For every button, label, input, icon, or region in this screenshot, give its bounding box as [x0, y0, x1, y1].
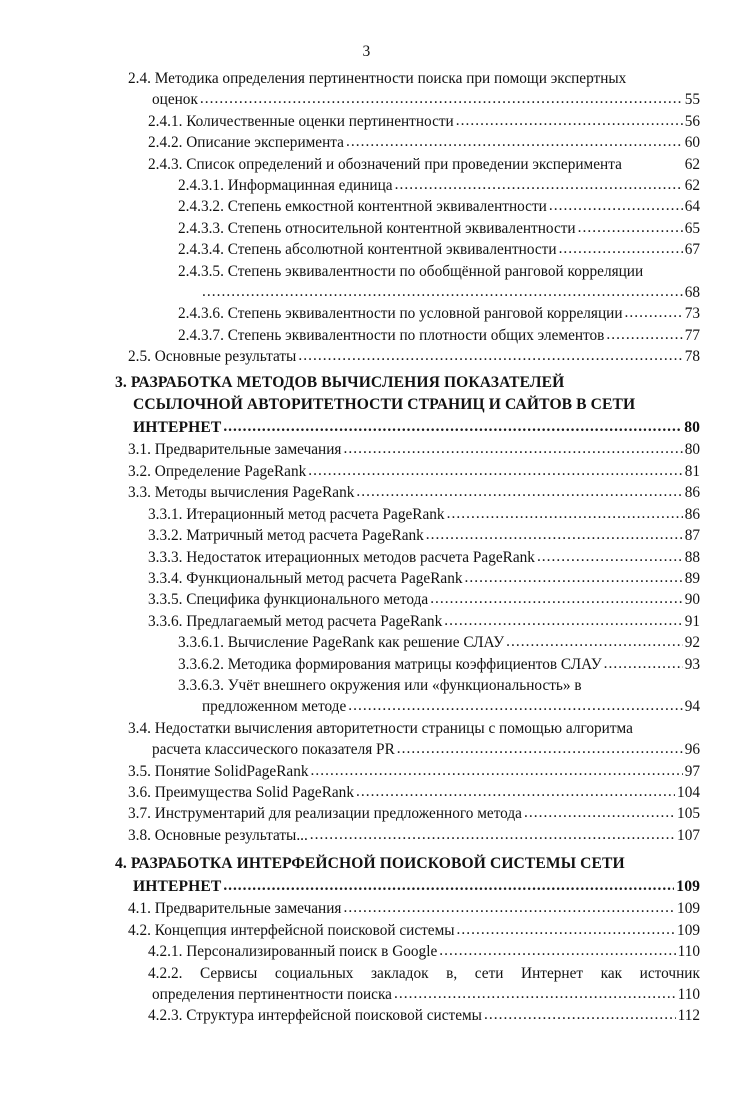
toc-entry-page: 112 [677, 1007, 700, 1025]
toc-entry-label: 2.4.3.5. Степень эквивалентности по обобщённой ранговой корреляции [178, 262, 644, 280]
toc-entry-label: 3.3.6.2. Методика формирования матрицы коэффициентов СЛАУ [178, 655, 602, 673]
toc-entry-3-3-6-3[interactable] [0, 675, 733, 696]
toc-entry-label: 3.3.6.3. Учёт внешнего окружения или «функциональность» в [178, 676, 582, 694]
dot-leader [484, 1004, 676, 1025]
toc-entry-4-2-1[interactable] [0, 941, 733, 962]
toc-entry-4-2-2-continuation[interactable] [0, 984, 733, 1005]
toc-entry-label: 3.3. Методы вычисления PageRank [128, 484, 355, 502]
dot-leader [578, 217, 683, 238]
toc-entry-word: сети [474, 964, 504, 982]
dot-leader [346, 131, 683, 152]
toc-entry-word: источник [639, 964, 700, 982]
toc-entry-3-8[interactable] [0, 825, 733, 846]
dot-leader [343, 438, 682, 459]
toc-chapter-label: 3. РАЗРАБОТКА МЕТОДОВ ВЫЧИСЛЕНИЯ ПОКАЗАТЕЛЕЙ [115, 373, 565, 391]
toc-chapter-3-line3[interactable] [0, 417, 733, 440]
dot-leader [356, 781, 675, 802]
toc-entry-2-4-3-2[interactable] [0, 196, 733, 217]
toc-entry-3-1[interactable] [0, 439, 733, 460]
toc-entry-label: 3.5. Понятие SolidPageRank [128, 762, 309, 780]
toc-entry-3-2[interactable] [0, 461, 733, 482]
toc-chapter-label: 4. РАЗРАБОТКА ИНТЕРФЕЙСНОЙ ПОИСКОВОЙ СИСТЕМЫ СЕТИ [115, 855, 625, 873]
toc-entry-page: 68 [684, 284, 700, 302]
toc-entry-label: 2.4.2. Описание эксперимента [148, 134, 344, 152]
toc-entry-label: 3.4. Недостатки вычисления авторитетности страницы с помощью алгоритма [128, 719, 633, 737]
toc-chapter-page: 109 [676, 877, 700, 895]
toc-entry-3-3-3[interactable] [0, 547, 733, 568]
toc-entry-label-cont: определения пертинентности поиска [152, 986, 392, 1003]
toc-entry-label: 3.7. Инструментарий для реализации предложенного метода [128, 805, 522, 823]
toc-entry-label: 3.3.5. Специфика функционального метода [148, 591, 429, 609]
toc-entry-page: 60 [684, 134, 700, 152]
toc-entry-page: 81 [684, 462, 700, 480]
toc-chapter-label-cont2: ИНТЕРНЕТ [133, 418, 222, 436]
toc-entry-3-3-1[interactable] [0, 504, 733, 525]
toc-entry-page: 91 [684, 612, 700, 630]
toc-entry-word: в, [446, 964, 458, 982]
dot-leader [439, 940, 675, 961]
toc-entry-label: 3.3.3. Недостаток итерационных методов расчета PageRank [148, 548, 535, 566]
dot-leader [395, 174, 683, 195]
dot-leader [430, 588, 683, 609]
dot-leader [223, 875, 674, 898]
toc-entry-label: 3.3.4. Функциональный метод расчета PageRank [148, 569, 463, 587]
dot-leader [625, 302, 683, 323]
dot-leader [394, 983, 676, 1004]
toc-entry-page: 97 [684, 762, 700, 780]
toc-entry-label: 2.4.3.4. Степень абсолютной контентной эквивалентности [178, 241, 557, 259]
toc-entry-2-4-1[interactable] [0, 111, 733, 132]
dot-leader [200, 88, 683, 109]
toc-entry-2-4-3-5[interactable] [0, 261, 733, 282]
toc-entry-label: 3.3.6.1. Вычисление PageRank как решение СЛАУ [178, 634, 505, 652]
toc-entry-label: 4.2.1. Персонализированный поиск в Google [148, 943, 438, 961]
toc-entry-page: 78 [684, 348, 700, 366]
toc-entry-page: 86 [684, 505, 700, 523]
toc-entry-page: 92 [684, 634, 700, 652]
toc-chapter-label-cont: ССЫЛОЧНОЙ АВТОРИТЕТНОСТИ СТРАНИЦ И САЙТОВ В СЕТИ [133, 396, 636, 414]
toc-entry-3-3[interactable] [0, 482, 733, 503]
toc-entry-word: 4.2.2. [148, 964, 183, 982]
dot-leader [397, 738, 683, 759]
toc-entry-page: 94 [684, 698, 700, 716]
toc-entry-label: 3.1. Предварительные замечания [128, 441, 342, 459]
dot-leader [343, 897, 675, 918]
dot-leader [202, 281, 683, 302]
toc-entry-3-3-4[interactable] [0, 568, 733, 589]
toc-entry-2-4[interactable] [0, 68, 733, 89]
toc-entry-word: социальных [274, 964, 354, 982]
dot-leader [223, 416, 682, 439]
toc-entry-2-4-3-7[interactable] [0, 325, 733, 346]
toc-entry-2-4-3-5-continuation[interactable] [0, 282, 733, 303]
toc-entry-label: 4.2. Концепция интерфейсной поисковой системы [128, 921, 455, 939]
toc-entry-label: 2.4.3.1. Информацинная единица [178, 177, 393, 195]
dot-leader [298, 345, 682, 366]
toc-entry-page: 90 [684, 591, 700, 609]
toc-entry-page: 80 [684, 441, 700, 459]
toc-entry-page: 56 [684, 112, 700, 130]
toc-entry-2-4-3[interactable] [0, 154, 733, 175]
toc-entry-page: 110 [677, 943, 700, 961]
toc-entry-3-3-2[interactable] [0, 525, 733, 546]
toc-chapter-3-line1[interactable] [0, 372, 733, 395]
dot-leader [559, 238, 683, 259]
toc-entry-3-3-5[interactable] [0, 589, 733, 610]
toc-entry-2-4-3-1[interactable] [0, 175, 733, 196]
toc-entry-3-3-6-2[interactable] [0, 654, 733, 675]
toc-entry-label-cont: предложенном методе [202, 698, 347, 716]
toc-entry-word: Сервисы [200, 964, 258, 982]
toc-entry-word: как [600, 964, 623, 982]
toc-entry-page: 93 [684, 655, 700, 673]
toc-entry-3-5[interactable] [0, 761, 733, 782]
dot-leader [506, 631, 683, 652]
toc-entry-label: 2.4.3.2. Степень емкостной контентной эквивалентности [178, 198, 547, 216]
toc-chapter-4-line1[interactable] [0, 853, 733, 876]
dot-leader [447, 503, 683, 524]
toc-entry-label: 2.4. Методика определения пертинентности поиска при помощи экспертных [128, 70, 627, 87]
toc-entry-3-4-continuation[interactable] [0, 739, 733, 760]
dot-leader [524, 802, 675, 823]
toc-chapter-label-cont: ИНТЕРНЕТ [133, 877, 222, 895]
toc-entry-2-4-3-4[interactable] [0, 239, 733, 260]
toc-entry-4-2-3[interactable] [0, 1005, 733, 1026]
toc-entry-label: 2.4.3.6. Степень эквивалентности по условной ранговой корреляции [178, 305, 623, 323]
toc-entry-label: 2.4.1. Количественные оценки пертинентности [148, 112, 454, 130]
toc-entry-label: 3.3.6. Предлагаемый метод расчета PageRank [148, 612, 443, 630]
toc-entry-page: 109 [677, 900, 700, 918]
toc-entry-4-2[interactable] [0, 920, 733, 941]
toc-entry-label: 3.8. Основные результаты... [128, 826, 308, 844]
page-number-folio: 3 [362, 43, 371, 60]
toc-entry-page: 110 [677, 986, 700, 1003]
toc-entry-3-7[interactable] [0, 803, 733, 824]
toc-entry-label: 3.6. Преимущества Solid PageRank [128, 783, 354, 801]
dot-leader [310, 824, 675, 845]
dot-leader [604, 653, 683, 674]
toc-entry-label: 2.5. Основные результаты [128, 348, 297, 366]
toc-entry-label: 3.3.1. Итерационный метод расчета PageRank [148, 505, 445, 523]
toc-entry-page: 73 [684, 305, 700, 323]
toc-entry-page: 89 [684, 569, 700, 587]
dot-leader [311, 760, 683, 781]
dot-leader [444, 610, 682, 631]
toc-entry-page: 64 [684, 198, 700, 216]
toc-entry-2-4-continuation[interactable] [0, 89, 733, 110]
toc-entry-3-3-6-3-continuation[interactable] [0, 696, 733, 717]
toc-entry-justified-line [148, 963, 700, 984]
dot-leader [456, 110, 683, 131]
dot-leader [308, 460, 682, 481]
toc-entry-page: 105 [677, 805, 700, 823]
toc-entry-page: 77 [684, 326, 700, 344]
toc-entry-label-cont: оценок [152, 91, 198, 109]
toc-entry-3-6[interactable] [0, 782, 733, 803]
toc-entry-2-5[interactable] [0, 346, 733, 367]
dot-leader [356, 481, 682, 502]
toc-chapter-4-line2[interactable] [0, 876, 733, 899]
toc-entry-page: 67 [684, 241, 700, 259]
dot-leader [426, 524, 683, 545]
toc-entry-2-4-2[interactable] [0, 132, 733, 153]
toc-entry-4-1[interactable] [0, 898, 733, 919]
toc-entry-page: 107 [677, 826, 700, 844]
table-of-contents [0, 68, 733, 1027]
dot-leader [348, 695, 682, 716]
toc-entry-page: 96 [684, 741, 700, 759]
section-gap [0, 846, 733, 853]
toc-entry-page: 87 [684, 527, 700, 545]
toc-entry-page: 65 [684, 219, 700, 237]
toc-entry-3-3-6[interactable] [0, 611, 733, 632]
toc-entry-2-4-3-3[interactable] [0, 218, 733, 239]
toc-entry-label: 2.4.3.7. Степень эквивалентности по плотности общих элементов [178, 326, 605, 344]
toc-entry-page: 109 [677, 921, 700, 939]
toc-entry-page: 62 [684, 177, 700, 195]
toc-entry-page: 104 [677, 783, 700, 801]
toc-entry-3-4[interactable] [0, 718, 733, 739]
toc-chapter-3-line2[interactable] [0, 394, 733, 417]
toc-entry-3-3-6-1[interactable] [0, 632, 733, 653]
dot-leader [606, 324, 682, 345]
toc-entry-word: закладок [370, 964, 429, 982]
toc-entry-word: Интернет [521, 964, 584, 982]
toc-entry-label: 4.1. Предварительные замечания [128, 900, 342, 918]
dot-leader [465, 567, 683, 588]
toc-entry-4-2-2[interactable] [0, 963, 733, 984]
dot-leader [537, 546, 683, 567]
dot-leader [549, 195, 683, 216]
toc-entry-page: 86 [684, 484, 700, 502]
toc-entry-label: 2.4.3.3. Степень относительной контентной эквивалентности [178, 219, 576, 237]
toc-entry-label-cont: расчета классического показателя PR [152, 741, 395, 759]
toc-entry-label: 3.2. Определение PageRank [128, 462, 307, 480]
toc-chapter-page: 80 [684, 418, 700, 436]
toc-entry-2-4-3-6[interactable] [0, 303, 733, 324]
toc-entry-page: 55 [684, 91, 700, 109]
toc-entry-label: 4.2.3. Структура интерфейсной поисковой системы [148, 1007, 482, 1025]
toc-entry-page: 88 [684, 548, 700, 566]
toc-entry-label: 3.3.2. Матричный метод расчета PageRank [148, 527, 424, 545]
dot-leader [457, 919, 676, 940]
toc-entry-label: 2.4.3. Список определений и обозначений при проведении эксперимента [148, 155, 622, 173]
toc-entry-page: 62 [684, 155, 700, 173]
